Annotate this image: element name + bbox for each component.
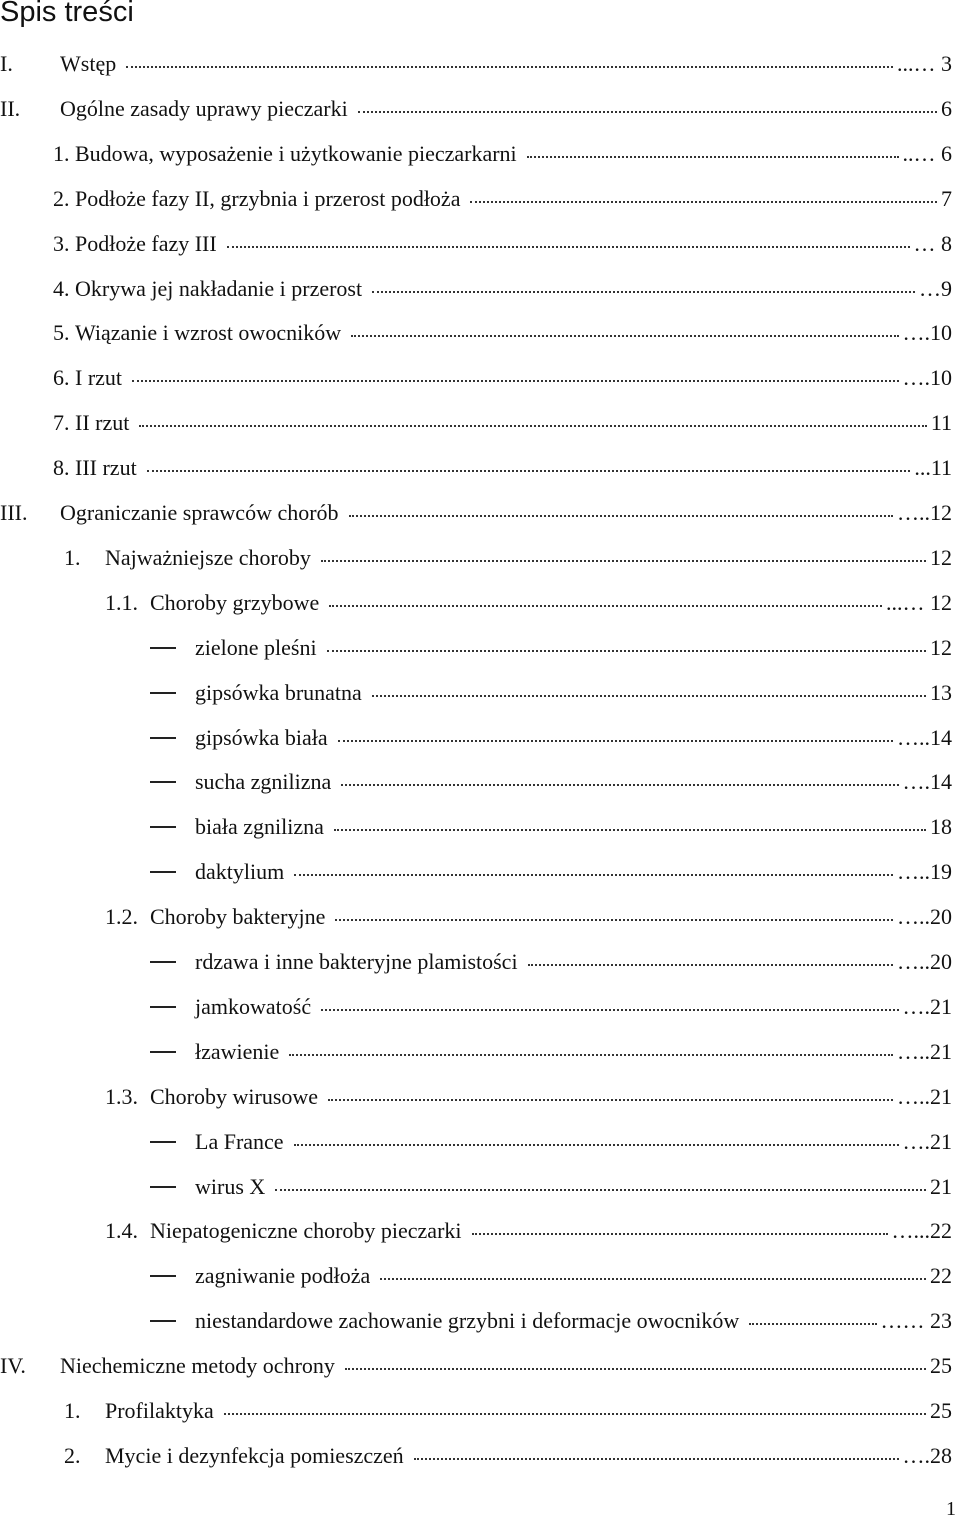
toc-entry-number: 6.: [53, 365, 70, 391]
dot-leader: [275, 1189, 926, 1191]
toc-entry[interactable]: [0, 1389, 960, 1433]
dot-leader: [335, 919, 893, 921]
toc-entry-number: 8.: [53, 455, 70, 481]
toc-entry-number: 7.: [53, 410, 70, 436]
dot-leader: [472, 1233, 888, 1235]
toc-entry-label: Wstęp: [60, 51, 117, 76]
toc-entry-number: 1.: [64, 544, 81, 570]
toc-entry[interactable]: [0, 491, 960, 535]
bullet-dash: [150, 647, 176, 649]
toc-entry[interactable]: [0, 760, 960, 804]
toc-entry-number: 2.: [64, 1442, 81, 1468]
bullet-dash: [150, 781, 176, 783]
toc-entry-page: 12: [930, 634, 952, 660]
dot-leader: [358, 111, 937, 113]
dot-leader: [321, 560, 926, 562]
bullet-dash: [150, 871, 176, 873]
dot-leader: [470, 201, 937, 203]
toc-entry-label: jamkowatość: [195, 993, 312, 1019]
toc-entry-label: Choroby bakteryjne: [150, 904, 326, 930]
toc-entry-label: zagniwanie podłoża: [195, 1263, 371, 1289]
toc-entry[interactable]: [0, 805, 960, 849]
toc-entry[interactable]: [0, 1344, 960, 1388]
toc-entry[interactable]: [0, 446, 960, 490]
toc-entry[interactable]: [0, 401, 960, 445]
toc-entry-label: daktylium: [195, 859, 285, 885]
dot-leader: [345, 1368, 926, 1370]
toc-entry-page: 18: [930, 814, 952, 840]
toc-entry-label: Okrywa jej nakładanie i przerost: [75, 275, 363, 301]
toc-entry-page: ….14: [902, 769, 952, 795]
toc-entry[interactable]: [0, 1434, 960, 1478]
toc-entry-number: 3.: [53, 230, 70, 256]
toc-entry-label: Budowa, wyposażenie i użytkowanie pieczarkarni: [75, 140, 517, 166]
toc-entry[interactable]: [0, 222, 960, 266]
toc-entry-number: 1.: [64, 1398, 81, 1423]
toc-entry-label: zielone pleśni: [195, 634, 317, 660]
toc-entry[interactable]: [0, 267, 960, 311]
dot-leader: [372, 695, 926, 697]
toc-entry-page: ...11: [914, 455, 952, 481]
bullet-dash: [150, 737, 176, 739]
toc-entry-page: ….10: [902, 365, 952, 391]
toc-entry[interactable]: [0, 626, 960, 670]
toc-entry-number: 4.: [53, 275, 70, 301]
dot-leader: [380, 1278, 926, 1280]
toc-entry-label: Ogólne zasady uprawy pieczarki: [60, 95, 348, 121]
dot-leader: [227, 246, 910, 248]
toc-entry-label: Podłoże fazy III: [75, 230, 217, 256]
bullet-dash: [150, 692, 176, 694]
toc-entry-label: biała zgnilizna: [195, 814, 324, 840]
toc-entry-label: Choroby wirusowe: [150, 1083, 319, 1109]
toc-entry-number: III.: [0, 500, 28, 525]
toc-entry-page: ...… 3: [897, 51, 952, 76]
toc-entry-page: ….10: [902, 320, 952, 346]
toc-entry[interactable]: [0, 581, 960, 625]
bullet-dash: [150, 961, 176, 963]
toc-entry[interactable]: [0, 536, 960, 580]
toc-entry[interactable]: [0, 1075, 960, 1119]
toc-entry-number: IV.: [0, 1353, 26, 1379]
toc-entry[interactable]: [0, 671, 960, 715]
dot-leader: [341, 784, 898, 786]
toc-entry-label: Podłoże fazy II, grzybnia i przerost podłoża: [75, 185, 461, 211]
bullet-dash: [150, 826, 176, 828]
toc-entry-number: 1.1.: [105, 589, 138, 615]
dot-leader: [527, 156, 899, 158]
bullet-dash: [150, 1051, 176, 1053]
toc-entry-number: 5.: [53, 320, 70, 346]
toc-entry[interactable]: [0, 1165, 960, 1209]
dot-leader: [338, 740, 893, 742]
toc-entry-page: 11: [930, 410, 952, 436]
toc-entry[interactable]: [0, 1299, 960, 1343]
dot-leader: [294, 1144, 899, 1146]
toc-entry[interactable]: [0, 87, 960, 131]
dot-leader: [139, 425, 926, 427]
dot-leader: [329, 605, 882, 607]
toc-entry-page: …9: [919, 275, 952, 301]
toc-entry[interactable]: [0, 716, 960, 760]
toc-entry-label: wirus X: [195, 1173, 266, 1199]
toc-entry-page: 7: [941, 185, 952, 211]
bullet-dash: [150, 1006, 176, 1008]
toc-entry[interactable]: [0, 1254, 960, 1298]
toc-entry-page: ….21: [902, 1128, 952, 1154]
toc-entry-label: I rzut: [75, 365, 123, 391]
bullet-dash: [150, 1320, 176, 1322]
toc-entry-page: 25: [930, 1398, 952, 1423]
toc-entry-label: niestandardowe zachowanie grzybni i deformacje owocników: [195, 1308, 740, 1334]
toc-entry-page: …..20: [897, 949, 952, 974]
dot-leader: [334, 829, 926, 831]
toc-entry-number: II.: [0, 95, 21, 121]
toc-entry-page: 13: [930, 679, 952, 705]
toc-entry[interactable]: [0, 42, 960, 86]
toc-entry-page: …..14: [897, 724, 952, 750]
dot-leader: [327, 650, 926, 652]
toc-entry-label: Wiązanie i wzrost owocników: [75, 320, 342, 346]
toc-entry-page: …..21: [897, 1038, 952, 1064]
toc-entry-label: Najważniejsze choroby: [105, 544, 311, 570]
toc-entry-label: II rzut: [75, 410, 130, 436]
toc-entry[interactable]: [0, 850, 960, 894]
toc-entry-page: 12: [930, 544, 952, 570]
toc-entry-label: gipsówka brunatna: [195, 679, 362, 705]
dot-leader: [147, 470, 911, 472]
bullet-dash: [150, 1186, 176, 1188]
bullet-dash: [150, 1141, 176, 1143]
toc-entry[interactable]: [0, 177, 960, 221]
dot-leader: [351, 335, 898, 337]
dot-leader: [372, 291, 915, 293]
toc-entry-page: …..12: [897, 500, 952, 525]
toc-entry-page: 25: [930, 1353, 952, 1379]
toc-entry-number: 1.4.: [105, 1218, 138, 1244]
toc-entry[interactable]: [0, 311, 960, 355]
toc-entry-number: 1.3.: [105, 1083, 138, 1109]
toc-entry-label: Ograniczanie sprawców chorób: [60, 500, 339, 525]
page-number: 1: [946, 1498, 956, 1520]
toc-entry[interactable]: [0, 895, 960, 939]
toc-entry-page: …..20: [897, 904, 952, 930]
toc-entry-number: 1.: [53, 140, 70, 166]
dot-leader: [294, 874, 893, 876]
toc-entry-label: Niechemiczne metody ochrony: [60, 1353, 335, 1379]
toc-entry[interactable]: [0, 940, 960, 984]
dot-leader: [126, 66, 893, 68]
dot-leader: [749, 1323, 876, 1325]
toc-entry-page: ..… 6: [902, 140, 952, 166]
toc-entry-page: 6: [941, 95, 952, 121]
dot-leader: [224, 1413, 926, 1415]
toc-entry-number: I.: [0, 51, 13, 76]
toc-entry-number: 2.: [53, 185, 70, 211]
toc-entry-label: Niepatogeniczne choroby pieczarki: [150, 1218, 462, 1244]
toc-entry-label: Choroby grzybowe: [150, 589, 320, 615]
toc-entry-page: ….21: [902, 993, 952, 1019]
toc-entry-page: ….28: [902, 1442, 952, 1468]
toc-entry-page: …...22: [891, 1218, 952, 1244]
toc-entry-page: …..21: [897, 1083, 952, 1109]
toc-entry-page: …… 23: [880, 1308, 952, 1334]
toc-entry[interactable]: [0, 132, 960, 176]
dot-leader: [132, 380, 898, 382]
toc-entry-label: Mycie i dezynfekcja pomieszczeń: [105, 1442, 404, 1468]
toc-entry-label: rdzawa i inne bakteryjne plamistości: [195, 949, 518, 974]
toc-entry-page: 21: [930, 1173, 952, 1199]
toc-entry-label: III rzut: [75, 455, 137, 481]
dot-leader: [349, 515, 893, 517]
toc-entry[interactable]: [0, 985, 960, 1029]
toc-entry-page: ...… 12: [886, 589, 952, 615]
dot-leader: [528, 964, 893, 966]
toc-entry[interactable]: [0, 1209, 960, 1253]
toc-entry[interactable]: [0, 1030, 960, 1074]
toc-entry[interactable]: [0, 1120, 960, 1164]
toc-entry-page: 22: [930, 1263, 952, 1289]
toc-entry-label: łzawienie: [195, 1038, 280, 1064]
toc-entry-label: La France: [195, 1128, 284, 1154]
dot-leader: [321, 1009, 898, 1011]
bullet-dash: [150, 1275, 176, 1277]
page-title: Spis treści: [0, 0, 134, 28]
toc-entry-label: Profilaktyka: [105, 1398, 214, 1423]
dot-leader: [328, 1099, 893, 1101]
toc-entry-label: sucha zgnilizna: [195, 769, 332, 795]
toc-entry[interactable]: [0, 356, 960, 400]
toc-entry-number: 1.2.: [105, 904, 138, 930]
toc-entry-page: … 8: [913, 230, 952, 256]
toc-entry-label: gipsówka biała: [195, 724, 328, 750]
dot-leader: [289, 1054, 893, 1056]
dot-leader: [414, 1458, 899, 1460]
toc-entry-page: …..19: [897, 859, 952, 885]
